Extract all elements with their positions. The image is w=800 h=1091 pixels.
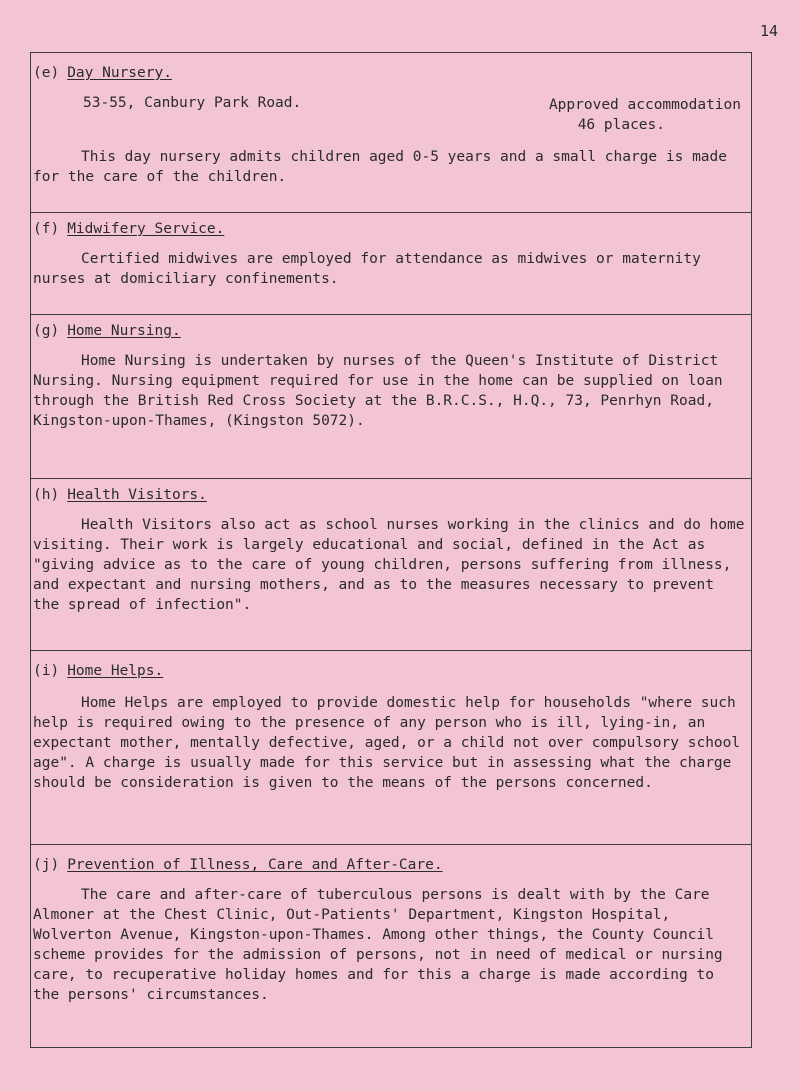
section-letter: (j): [33, 857, 60, 873]
section-heading: [33, 65, 172, 81]
section-letter: (h): [33, 487, 60, 503]
section-home-nursing: [31, 315, 751, 479]
section-prevention-of-illness: [31, 845, 751, 1045]
nursery-address: 53-55, Canbury Park Road.: [83, 95, 302, 111]
page-number: 14: [759, 22, 778, 40]
section-title: Prevention of Illness, Care and After-Care.: [67, 857, 443, 873]
section-title: Health Visitors.: [67, 487, 207, 503]
section-day-nursery: [31, 53, 751, 213]
approved-places: 46 places.: [577, 117, 665, 133]
section-health-visitors: [31, 479, 751, 651]
section-heading: [33, 487, 207, 503]
section-letter: (i): [33, 663, 60, 679]
approved-accommodation: [549, 95, 741, 135]
section-letter: (f): [33, 221, 60, 237]
section-title: Midwifery Service.: [67, 221, 225, 237]
section-letter: (e): [33, 65, 60, 81]
section-title: Home Nursing.: [67, 323, 181, 339]
section-body: This day nursery admits children aged 0-5 years and a small charge is made for the care of the children.: [33, 149, 728, 185]
section-heading: [33, 857, 443, 873]
content-frame: [30, 52, 752, 1048]
section-heading: [33, 221, 224, 237]
section-body: Certified midwives are employed for attendance as midwives or maternity nurses at domiciliary confinements.: [33, 251, 701, 287]
section-midwifery-service: [31, 213, 751, 315]
section-body: Health Visitors also act as school nurses working in the clinics and do home visiting. Their work is largely educational and social, defined in the Act as "giving advice as to the care of young children, persons suffering from illness, and expectant and nursing mothers, and as to the measures necessary to prevent the spread of infection".: [33, 517, 745, 613]
section-heading: [33, 323, 181, 339]
section-body: Home Helps are employed to provide domestic help for households "where such help is required owing to the presence of any person who is ill, lying-in, an expectant mother, mentally defective, aged, or a child not over compulsory school age". A charge is usually made for this service but in assessing what the charge should be consideration is given to the means of the persons concerned.: [33, 695, 741, 791]
approved-label: Approved accommodation: [548, 97, 741, 113]
section-home-helps: [31, 651, 751, 845]
section-title: Home Helps.: [67, 663, 164, 679]
section-heading: [33, 663, 163, 679]
section-body: Home Nursing is undertaken by nurses of the Queen's Institute of District Nursing. Nursing equipment required for use in the home can be supplied on loan through the British Red Cross Society at the B.R.C.S., H.Q., 73, Penrhyn Road, Kingston-upon-Thames, (Kingston 5072).: [33, 353, 723, 429]
section-letter: (g): [33, 323, 60, 339]
section-title: Day Nursery.: [67, 65, 172, 81]
section-body: The care and after-care of tuberculous persons is dealt with by the Care Almoner at the Chest Clinic, Out-Patients' Department, Kingston Hospital, Wolverton Avenue, Kingston-upon-Thames. Among other things, the County Council scheme provides for the admission of persons, not in need of medical or nursing care, to recuperative holiday homes and for this a charge is made according to the persons' circumstances.: [33, 887, 723, 1003]
